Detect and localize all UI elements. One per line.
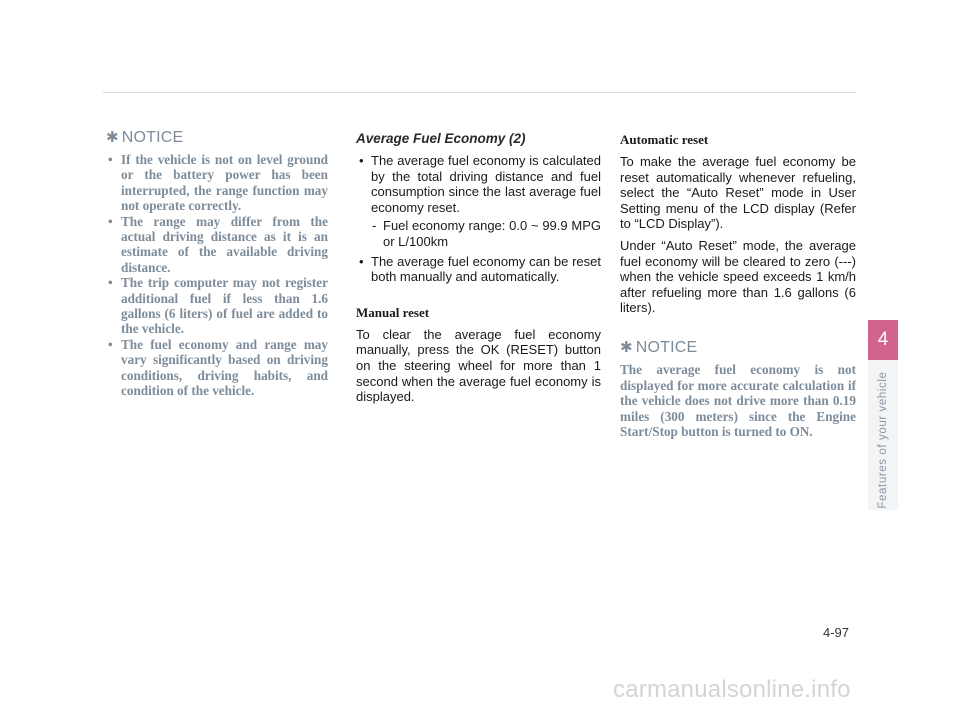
column-left	[106, 128, 328, 399]
notice-star-icon: ✱	[106, 129, 119, 146]
notice-item: • The trip computer may not register additional fuel if less than 1.6 gallons (6 liters) of fuel are added to the vehicle.	[106, 275, 328, 337]
notice-heading-left	[106, 128, 328, 147]
fuel-economy-range: - Fuel economy range: 0.0 ~ 99.9 MPG or L/100km	[371, 218, 601, 249]
notice-list-left	[106, 152, 328, 399]
automatic-reset-heading: Automatic reset	[620, 132, 709, 147]
top-divider	[103, 92, 856, 93]
chapter-label: Features of your vehicle	[877, 371, 889, 509]
average-fuel-economy-heading: Average Fuel Economy (2)	[356, 131, 526, 146]
notice-item: • The range may differ from the actual driving distance as it is an estimate of the available driving distance.	[106, 214, 328, 276]
page-number: 4-97	[823, 625, 850, 640]
automatic-reset-para-1: To make the average fuel economy be reset automatically whenever refueling, select the “Auto Reset” mode in User Setting menu of the LCD display (Refer to “LCD Display”).	[620, 154, 856, 232]
notice-item: • If the vehicle is not on level ground or the battery power has been interrupted, the range function may not operate correctly.	[106, 152, 328, 214]
chapter-tab: 4	[868, 320, 898, 360]
notice-title-left: NOTICE	[121, 129, 184, 146]
notice-text-right: The average fuel economy is not displayed for more accurate calculation if the vehicle does not drive more than 0.19 miles (300 meters) since the Engine Start/Stop button is turned to ON.	[620, 361, 856, 440]
manual-reset-heading: Manual reset	[356, 304, 430, 320]
average-fuel-sublist	[371, 218, 601, 249]
notice-heading-right	[620, 338, 856, 357]
manual-reset-text: To clear the average fuel economy manually, press the OK (RESET) button on the steering wheel for more than 1 second when the average fuel economy is displayed.	[356, 326, 601, 405]
list-item	[356, 153, 601, 250]
notice-star-icon: ✱	[620, 338, 633, 356]
notice-item: • The fuel economy and range may vary significantly based on driving conditions, driving habits, and condition of the vehicle.	[106, 337, 328, 399]
column-right	[620, 128, 856, 440]
notice-title-right: NOTICE	[635, 338, 698, 356]
automatic-reset-para-2: Under “Auto Reset” mode, the average fuel economy will be cleared to zero (---) when the vehicle speed exceeds 1 km/h after refueling more than 1.6 gallons (6 liters).	[620, 237, 856, 316]
average-fuel-list	[356, 153, 601, 285]
watermark: carmanualsonline.info	[613, 676, 851, 703]
column-middle	[356, 128, 601, 411]
average-fuel-bullet-1: The average fuel economy is calculated by the total driving distance and fuel consumption since the last average fuel economy reset.	[371, 153, 601, 215]
average-fuel-bullet-2: • The average fuel economy can be reset both manually and automatically.	[356, 254, 601, 285]
